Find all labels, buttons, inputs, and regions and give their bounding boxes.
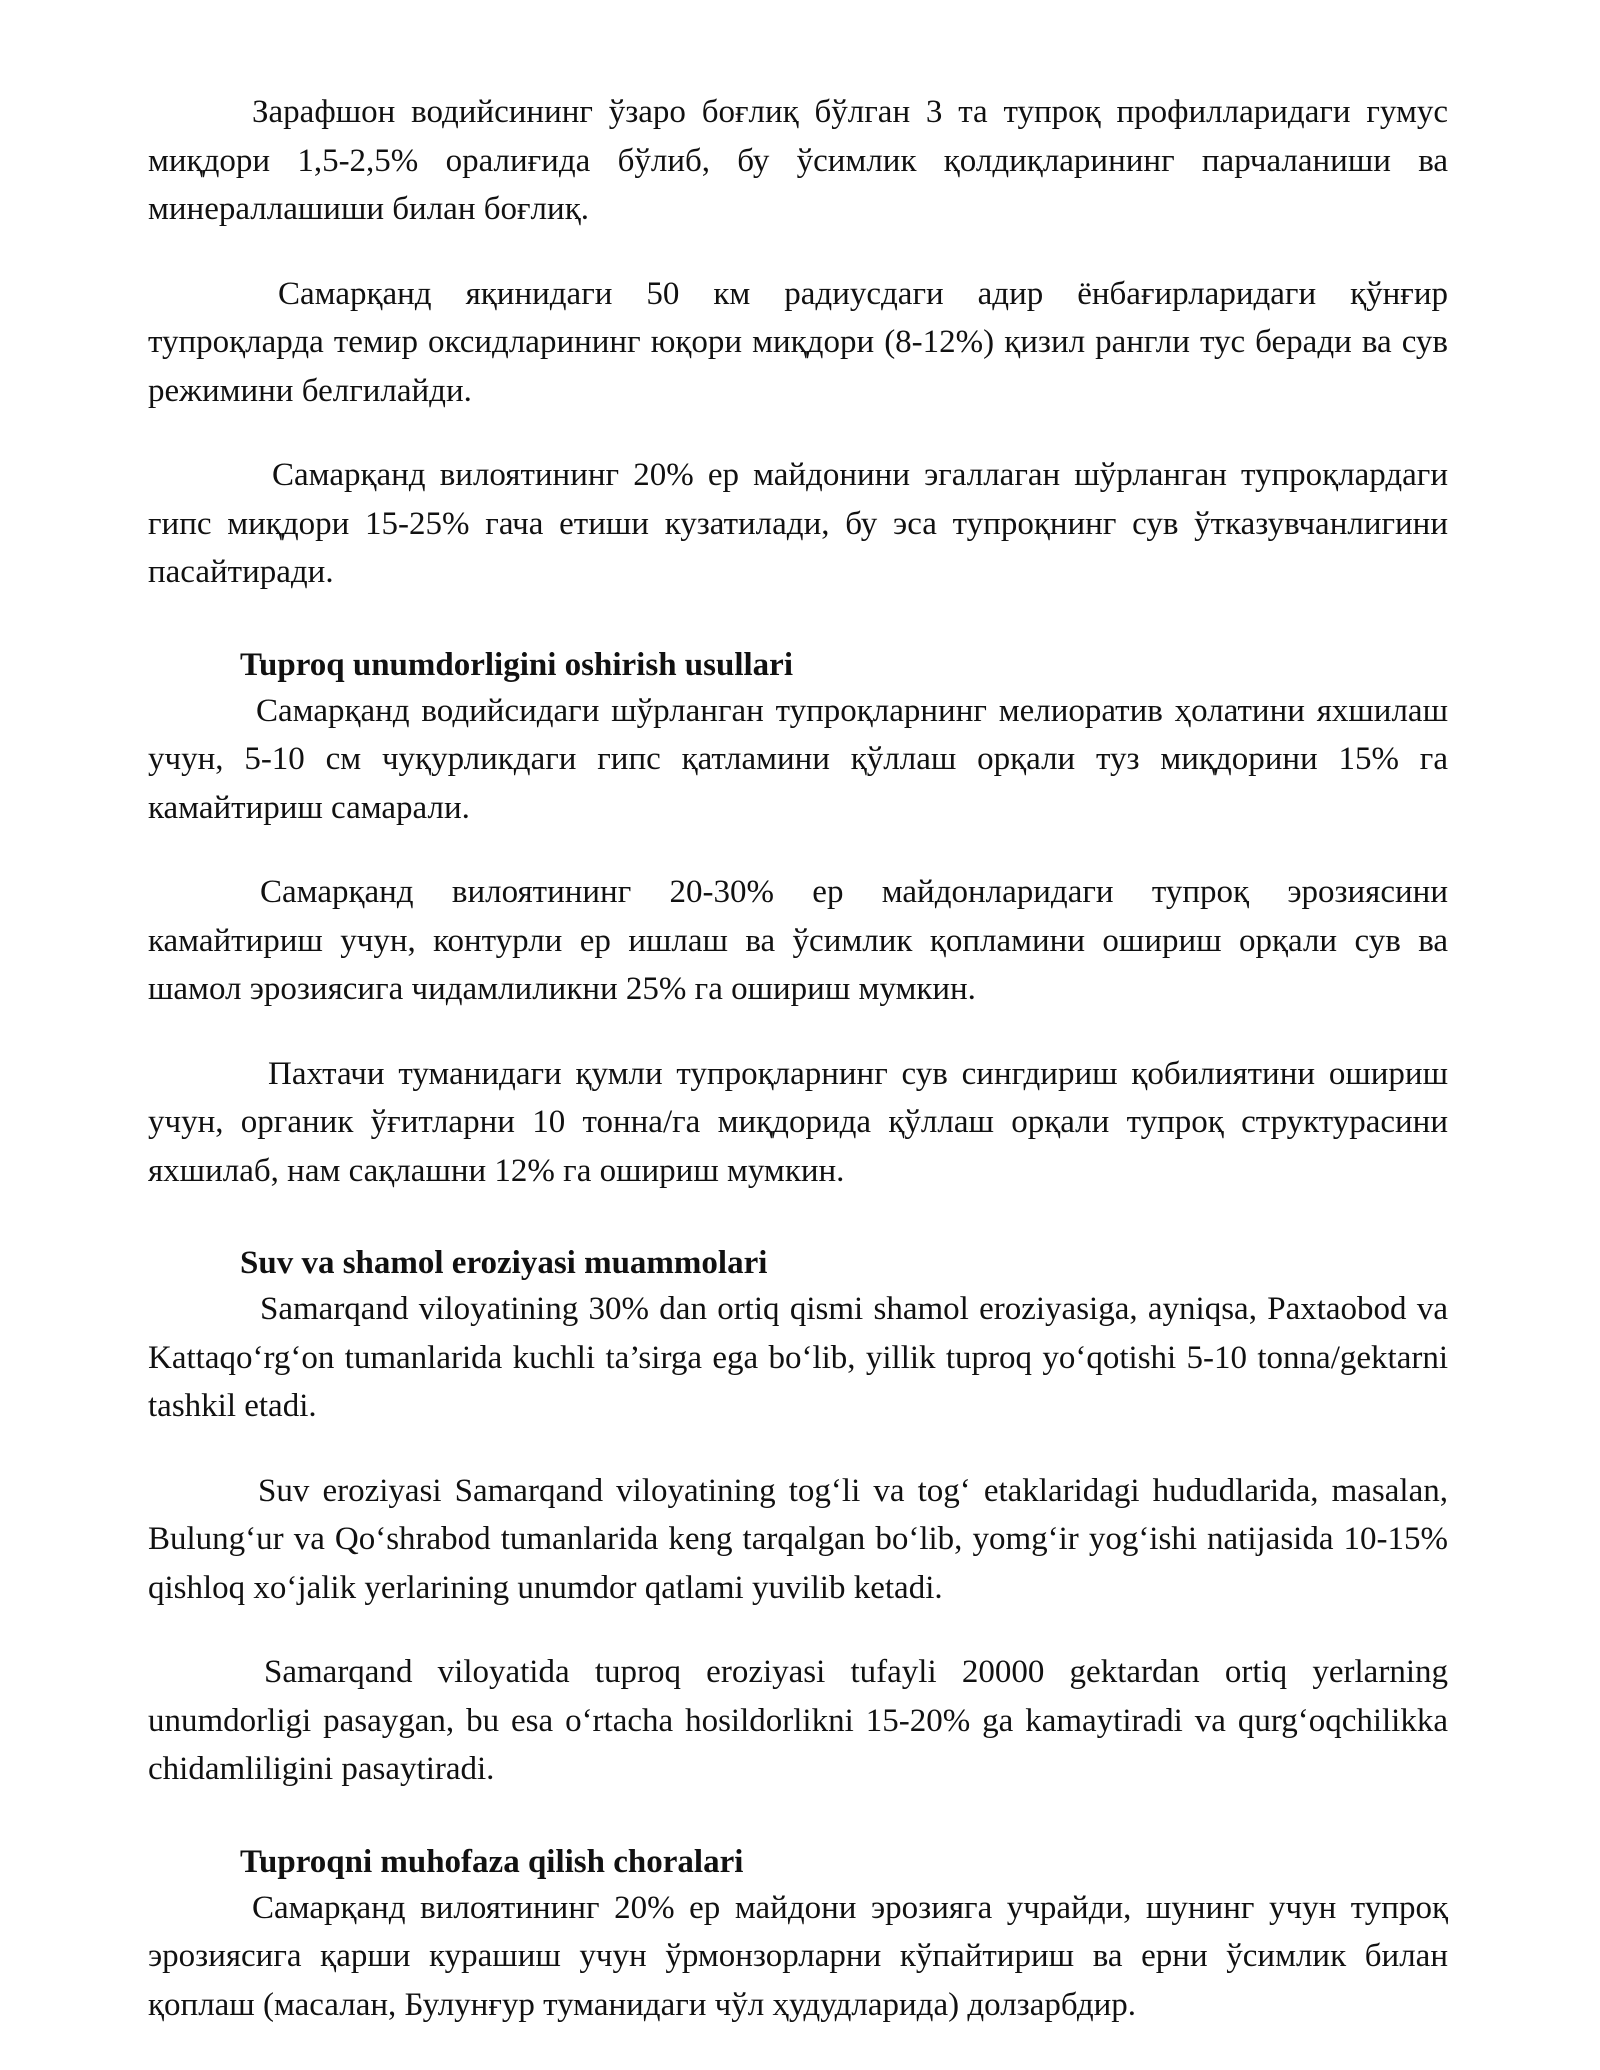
paragraph: Самарқанд яқинидаги 50 км радиусдаги адир ёнбағирларидаги қўнғир тупроқларда темир оксидларининг юқори миқдори (8-12%) қизил рангли тус беради ва сув режимини белгилайди. [148,275,1448,409]
document-page [148,88,1448,2029]
paragraph: Самарқанд вилоятининг 20-30% ер майдонларидаги тупроқ эрозиясини камайтириш учун, контурли ер ишлаш ва ўсимлик қопламини ошириш орқали сув ва шамол эрозиясига чидамлиликни 25% га ошириш мумкин. [148,874,1448,1007]
section-heading: Tuproq unumdorligini oshirish usullari [240,646,793,683]
section-heading: Tuproqni muhofaza qilish choralari [240,1843,744,1880]
paragraph: Suv eroziyasi Samarqand viloyatining tog‘li va tog‘ etaklaridagi hududlarida, masalan, Bulung‘ur va Qo‘shrabod tumanlarida keng tarqalgan bo‘lib, yomg‘ir yog‘ishi natijasida 10-15% qishloq xo‘jalik yerlarining unumdor qatlami yuvilib ketadi. [148,1472,1448,1606]
paragraph: Самарқанд вилоятининг 20% ер майдонини эгаллаган шўрланган тупроқлардаги гипс миқдори 15-25% гача етиши кузатилади, бу эса тупроқнинг сув ўтказувчанлигини пасайтиради. [148,457,1448,590]
paragraph: Самарқанд водийсидаги шўрланган тупроқларнинг мелиоратив ҳолатини яхшилаш учун, 5-10 см чуқурликдаги гипс қатламини қўллаш орқали туз миқдорини 15% га камайтириш самарали. [148,692,1448,826]
paragraph: Самарқанд вилоятининг 20% ер майдони эрозияга учрайди, шунинг учун тупроқ эрозиясига қарши курашиш учун ўрмонзорларни кўпайтириш ва ерни ўсимлик билан қоплаш (масалан, Булунғур туманидаги чўл ҳудудларида) долзарбдир. [148,1889,1448,2023]
paragraph: Зарафшон водийсининг ўзаро боғлиқ бўлган 3 та тупроқ профилларидаги гумус миқдори 1,5-2,5% оралиғида бўлиб, бу ўсимлик қолдиқларининг парчаланиши ва минераллашиши билан боғлиқ. [148,94,1448,227]
paragraph: Samarqand viloyatining 30% dan ortiq qismi shamol eroziyasiga, ayniqsa, Paxtaobod va Kattaqo‘rg‘on tumanlarida kuchli ta’sirga ega bo‘lib, yillik tuproq yo‘qotishi 5-10 tonna/gektarni tashkil etadi. [148,1291,1448,1424]
paragraph: Samarqand viloyatida tuproq eroziyasi tufayli 20000 gektardan ortiq yerlarning unumdorligi pasaygan, bu esa o‘rtacha hosildorlikni 15-20% ga kamaytiradi va qurg‘oqchilikka chidamliligini pasaytiradi. [148,1654,1448,1787]
paragraph: Пахтачи туманидаги қумли тупроқларнинг сув сингдириш қобилиятини ошириш учун, органик ўғитларни 10 тонна/га миқдорида қўллаш орқали тупроқ структурасини яхшилаб, нам сақлашни 12% га ошириш мумкин. [148,1055,1448,1189]
section-heading: Suv va shamol eroziyasi muammolari [240,1245,768,1281]
